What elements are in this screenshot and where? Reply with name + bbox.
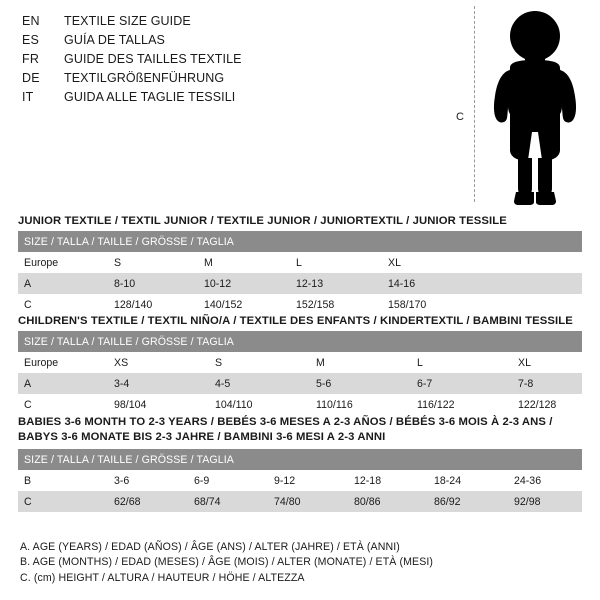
header-title-text: TEXTILE SIZE GUIDE [64,14,191,28]
cell-empty [474,252,582,273]
cell: 4-5 [209,373,310,394]
cell: 98/104 [108,394,209,415]
cell-empty [474,273,582,294]
section-babies [18,415,582,512]
cell: 68/74 [188,491,268,512]
header-title-text: TEXTILGRÖßENFÜHRUNG [64,71,225,85]
children-size-table [18,331,582,415]
legend-block [20,540,580,587]
junior-size-table [18,231,582,315]
table-row [18,352,582,373]
section-title: JUNIOR TEXTILE / TEXTIL JUNIOR / TEXTILE JUNIOR / JUNIORTEXTIL / JUNIOR TESSILE [18,215,507,227]
cell: 140/152 [198,294,290,315]
cell: 12-13 [290,273,382,294]
table-row [18,373,582,394]
cell: XL [382,252,474,273]
header-title-text: GUÍA DE TALLAS [64,33,165,47]
measure-label-c: C [456,111,464,123]
table-row [18,470,582,491]
toddler-silhouette-icon [480,10,590,206]
cell: 5-6 [310,373,411,394]
header-row [22,50,442,69]
header-lang-code: DE [22,71,40,85]
section-title-line-2: BABYS 3-6 MONATE BIS 2-3 JAHRE / BAMBINI 3-6 MESI A 2-3 ANNI [18,431,386,443]
cell: 10-12 [198,273,290,294]
header-lang-code: FR [22,52,40,66]
legend-line-b: B. AGE (MONTHS) / EDAD (MESES) / ÂGE (MOIS) / ALTER (MONATE) / ETÀ (MESI) [20,556,434,568]
cell: 8-10 [108,273,198,294]
cell-empty [474,294,582,315]
cell: 6-7 [411,373,512,394]
cell: 14-16 [382,273,474,294]
cell: 7-8 [512,373,582,394]
row-label: B [18,470,108,491]
height-guide-line [474,6,475,202]
legend-line-a: A. AGE (YEARS) / EDAD (AÑOS) / ÂGE (ANS) / ALTER (JAHRE) / ETÀ (ANNI) [20,540,400,553]
cell: 80/86 [348,491,428,512]
header-row [22,12,442,31]
row-label: C [18,294,108,315]
table-header-label: SIZE / TALLA / TAILLE / GRÖSSE / TAGLIA [18,449,582,470]
cell: XL [512,352,582,373]
row-label: C [18,394,108,415]
table-row [18,294,582,315]
cell: 92/98 [508,491,582,512]
cell: 3-6 [108,470,188,491]
row-label: Europe [18,252,108,273]
cell: 62/68 [108,491,188,512]
legend-line-c: C. (cm) HEIGHT / ALTURA / HAUTEUR / HÖHE / ALTEZZA [20,571,305,584]
table-header-row [18,331,582,352]
section-children [18,315,582,415]
language-header [22,12,442,107]
header-row [22,88,442,107]
cell: M [310,352,411,373]
cell: L [411,352,512,373]
header-row [22,69,442,88]
measurement-figure [440,6,590,206]
table-header-label: SIZE / TALLA / TAILLE / GRÖSSE / TAGLIA [18,231,582,252]
table-header-row [18,231,582,252]
cell: L [290,252,382,273]
header-lang-code: ES [22,33,40,47]
cell: 116/122 [411,394,512,415]
cell: S [209,352,310,373]
table-row [18,491,582,512]
header-title-text: GUIDE DES TAILLES TEXTILE [64,52,242,66]
header-title-text: GUIDA ALLE TAGLIE TESSILI [64,90,236,104]
row-label: A [18,273,108,294]
row-label: C [18,491,108,512]
cell: 104/110 [209,394,310,415]
cell: M [198,252,290,273]
cell: S [108,252,198,273]
cell: 158/170 [382,294,474,315]
cell: 6-9 [188,470,268,491]
cell: 128/140 [108,294,198,315]
cell: 74/80 [268,491,348,512]
cell: 18-24 [428,470,508,491]
table-header-row [18,449,582,470]
cell: 152/158 [290,294,382,315]
cell: 3-4 [108,373,209,394]
cell: 110/116 [310,394,411,415]
section-title-line-1: BABIES 3-6 MONTH TO 2-3 YEARS / BEBÉS 3-6 MESES A 2-3 AÑOS / BÉBÉS 3-6 MOIS À 2-3 ANS / [18,416,553,428]
section-junior [18,215,582,315]
cell: 86/92 [428,491,508,512]
cell: 122/128 [512,394,582,415]
cell: 24-36 [508,470,582,491]
section-title: CHILDREN'S TEXTILE / TEXTIL NIÑO/A / TEXTILE DES ENFANTS / KINDERTEXTIL / BAMBINI TESSILE [18,315,573,327]
header-lang-code: IT [22,90,34,104]
cell: XS [108,352,209,373]
table-header-label: SIZE / TALLA / TAILLE / GRÖSSE / TAGLIA [18,331,582,352]
row-label: Europe [18,352,108,373]
header-row [22,31,442,50]
cell: 12-18 [348,470,428,491]
babies-size-table [18,449,582,512]
row-label: A [18,373,108,394]
table-row [18,252,582,273]
header-lang-code: EN [22,14,40,28]
table-row [18,394,582,415]
cell: 9-12 [268,470,348,491]
table-row [18,273,582,294]
